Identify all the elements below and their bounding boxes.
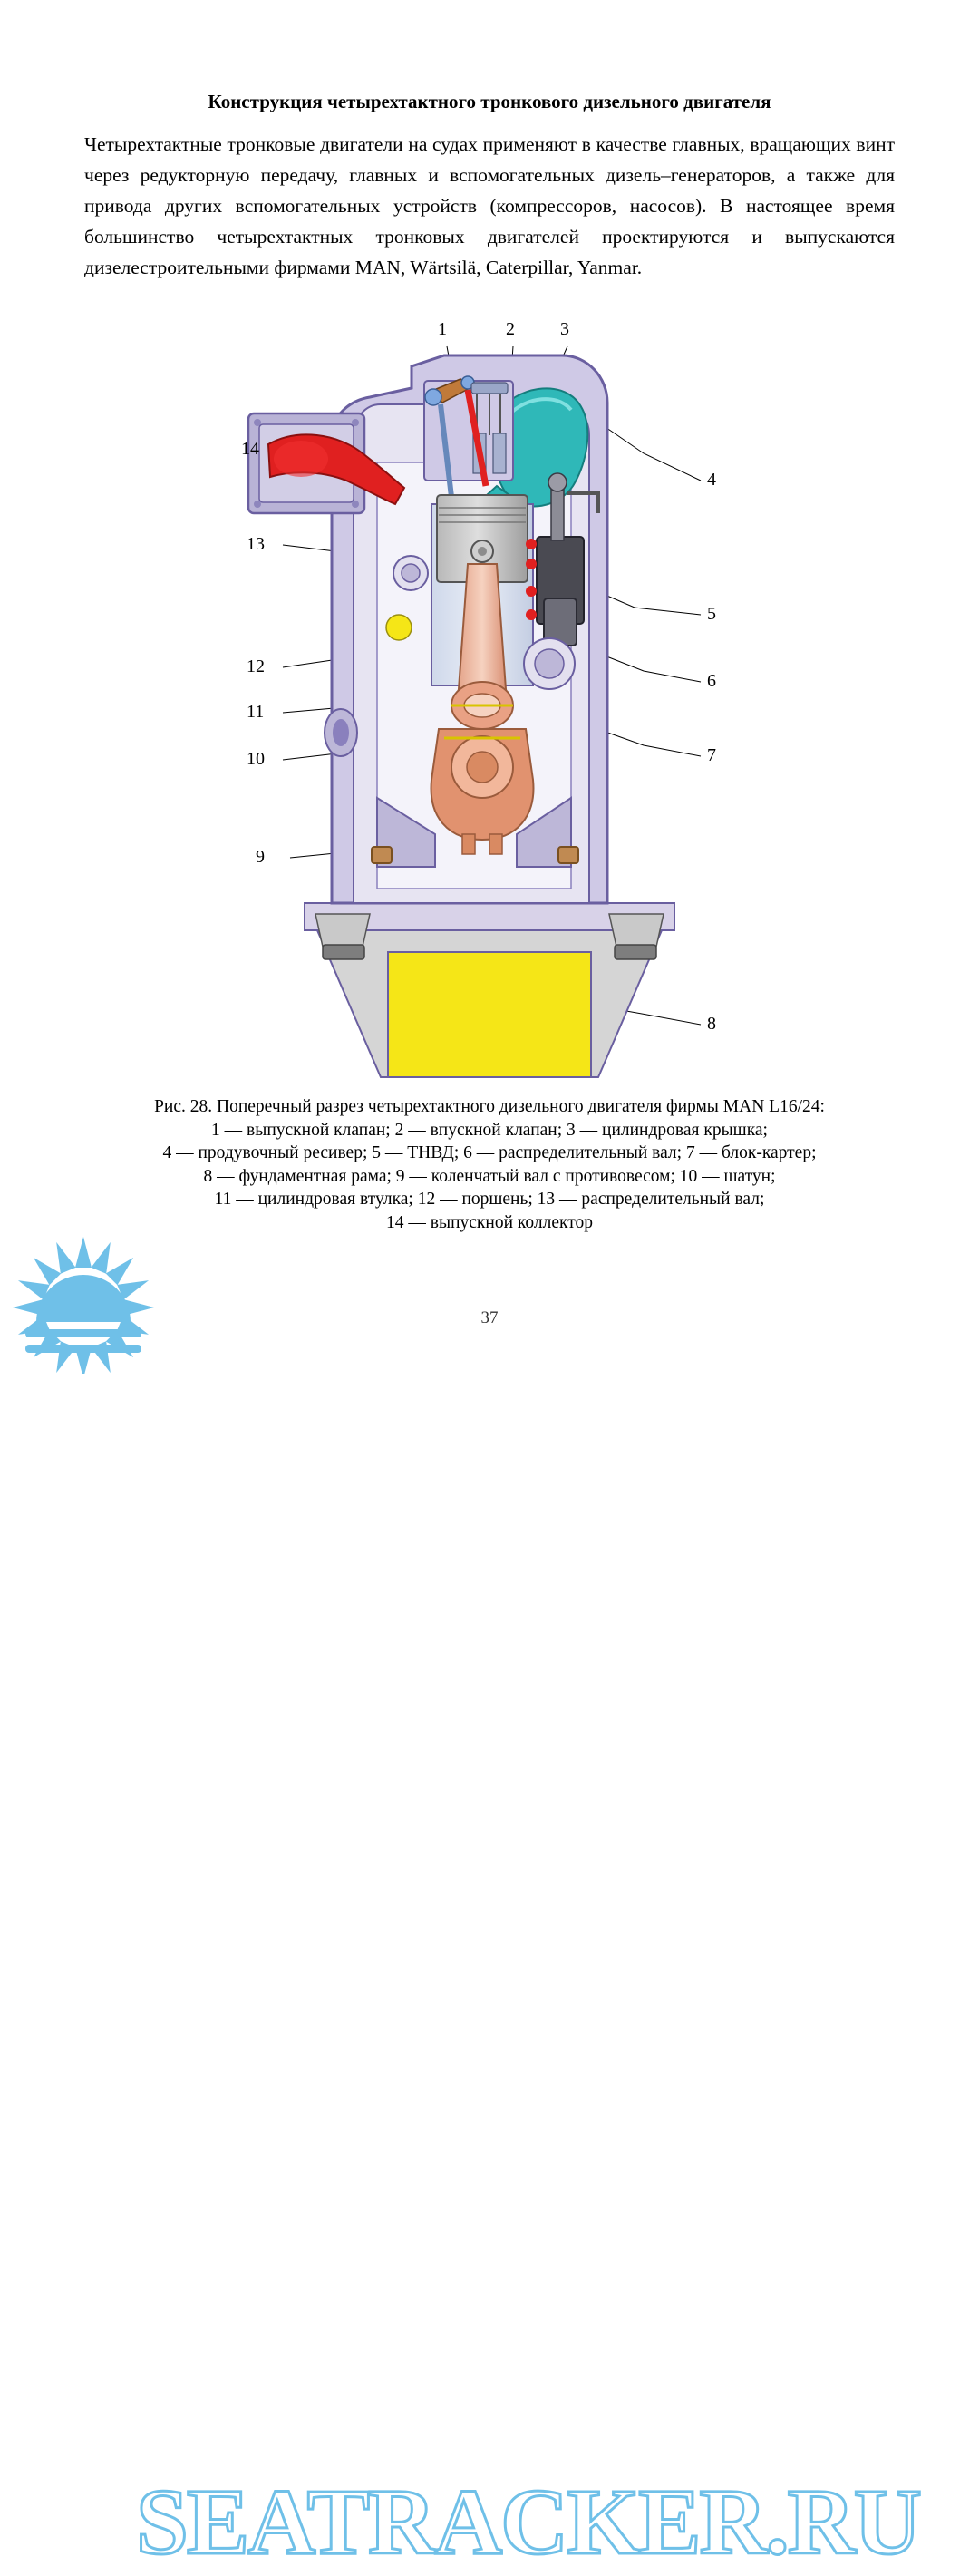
cylinder-head — [424, 376, 513, 497]
callout-5: 5 — [707, 604, 716, 624]
page-number: 37 — [480, 1308, 499, 1327]
body-paragraph — [84, 129, 895, 283]
callout-11: 11 — [247, 702, 265, 722]
callout-10: 10 — [247, 749, 265, 769]
caption-line-4: 8 — фундаментная рама; 9 — коленчатый вал с противовесом; 10 — шатун; — [203, 1166, 776, 1186]
engine-bedplate — [305, 903, 674, 1077]
caption-line-1: Рис. 28. Поперечный разрез четырехтактного дизельного двигателя фирмы MAN L16/24: — [154, 1097, 825, 1116]
engine-diagram-svg — [218, 326, 761, 1088]
callout-13: 13 — [247, 534, 265, 554]
callout-4: 4 — [707, 470, 716, 490]
callout-7: 7 — [707, 745, 716, 765]
caption-line-2: 1 — выпускной клапан; 2 — впускной клапан; 3 — цилиндровая крышка; — [211, 1120, 768, 1140]
callout-8: 8 — [707, 1014, 716, 1034]
watermark-sun-icon — [0, 1233, 979, 1374]
callout-1: 1 — [438, 319, 447, 339]
callout-14: 14 — [241, 439, 259, 459]
caption-line-3: 4 — продувочный ресивер; 5 — ТНВД; 6 — распределительный вал; 7 — блок-картер; — [162, 1143, 817, 1162]
caption-line-6: 14 — выпускной коллектор — [386, 1212, 593, 1232]
callout-2: 2 — [506, 319, 515, 339]
engine-cross-section-figure — [218, 319, 761, 1088]
callout-12: 12 — [247, 656, 265, 676]
callout-6: 6 — [707, 671, 716, 691]
figure-caption — [54, 1095, 925, 1234]
callout-9: 9 — [256, 847, 265, 867]
paragraph-text: Четырехтактные тронковые двигатели на судах применяют в качестве главных, вращающих винт через редукторную передачу, главных и вспомогательных дизель–генераторов, а также для привода других вспомогательных устройств (компрессоров, насосов). В настоящее время большинство четырехтактных тронковых двигателей проектируются и выпускаются дизелестроительными фирмами MAN, Wärtsilä, Caterpillar, Yanmar. — [84, 133, 895, 278]
watermark — [0, 1233, 979, 2574]
page-title: Конструкция четырехтактного тронкового дизельного двигателя — [208, 91, 771, 112]
watermark-text: SEATRACKER.RU — [136, 2470, 920, 2574]
caption-line-5: 11 — цилиндровая втулка; 12 — поршень; 13 — распределительный вал; — [214, 1190, 765, 1209]
side-flange — [325, 709, 357, 756]
callout-3: 3 — [560, 319, 569, 339]
